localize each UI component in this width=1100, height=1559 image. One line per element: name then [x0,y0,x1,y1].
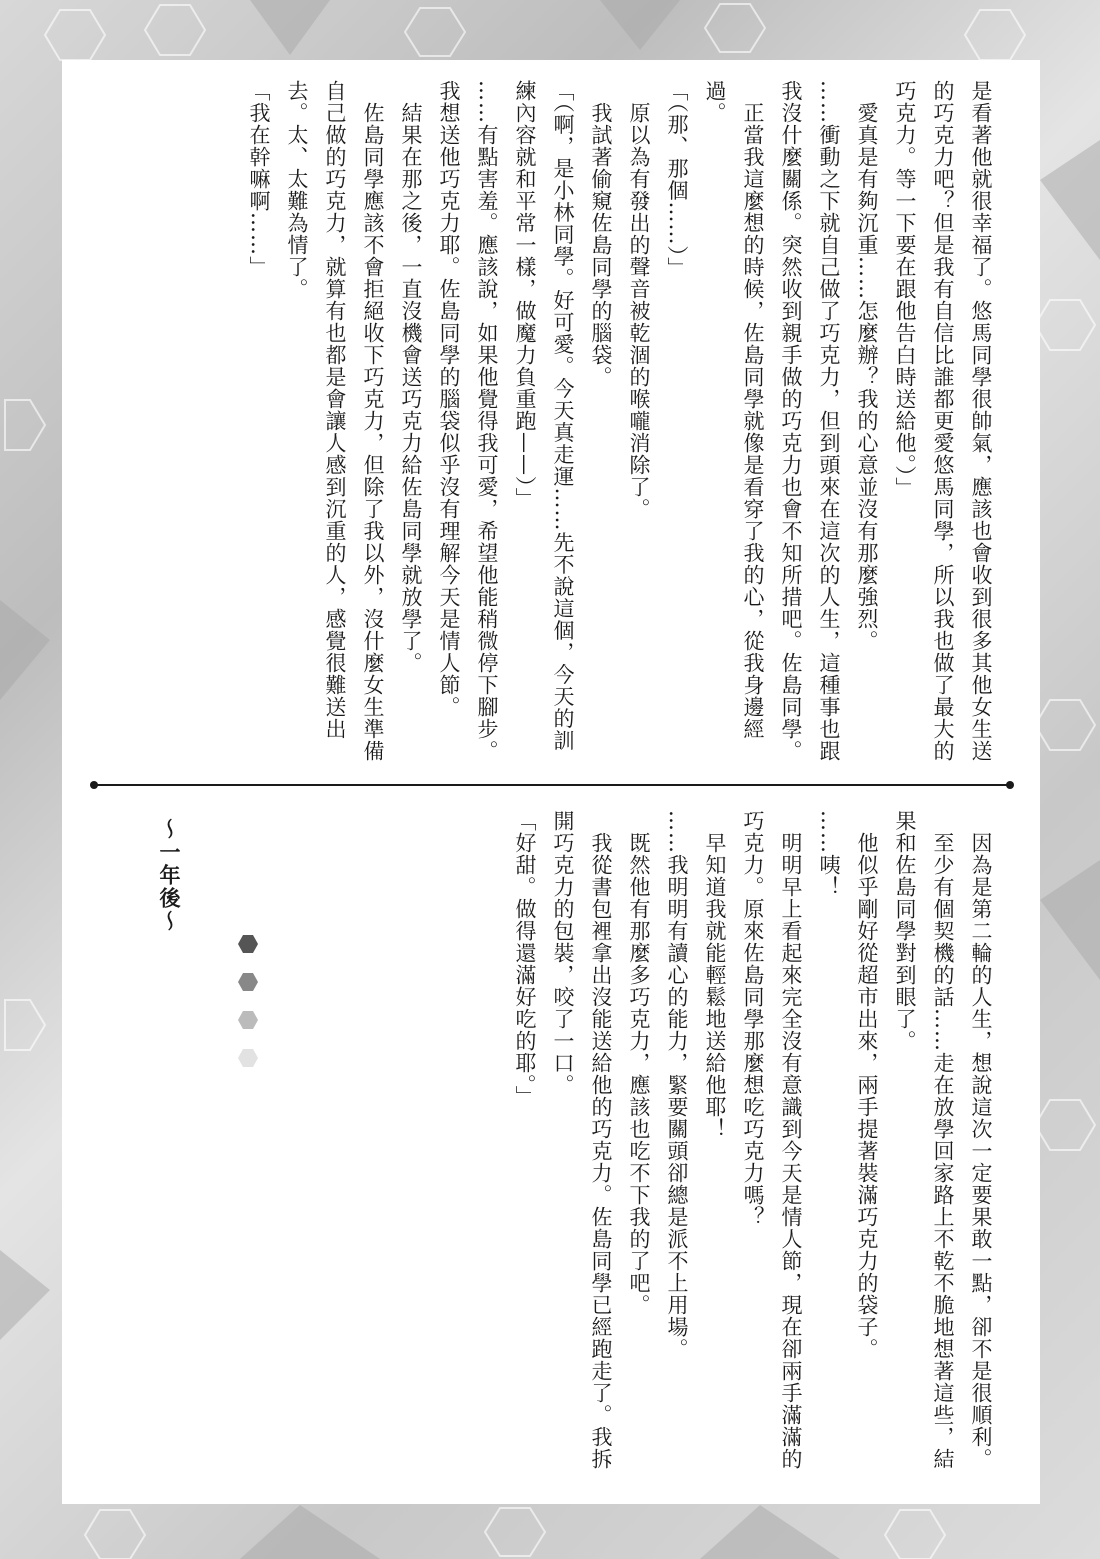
paragraph: 既然他有那麼多巧克力，應該也吃不下我的了吧。 [627,810,651,1316]
paragraph: 至少有個契機的話……走在放學回家路上不乾不脆地想著這些，結果和佐島同學對到眼了。 [893,810,955,1470]
paragraph: 因為是第二輪的人生，想說這次一定要果敢一點，卻不是很順利。 [969,810,993,1470]
hexagon-ornament [238,935,262,1087]
paragraph: 愛真是有夠沉重……怎麼辦？我的心意並沒有那麼強烈。 [855,80,879,652]
section-title: ～一年後～ [157,818,181,933]
paragraph: ……有點害羞。應該說，如果他覺得我可愛，希望他能稍微停下腳步。我想送他巧克力耶。佐島同學的腦袋似乎沒有理解今天是情人節。 [437,80,499,762]
dialogue-line: 「（啊，是小林同學。好可愛。今天真走運……先不說這個，今天的訓練內容就和平常一樣，做魔力負重跑——）」 [513,80,575,752]
dialogue-line: 「我在幹嘛啊……」 [247,80,271,278]
divider-dot [90,781,98,789]
hexagon-dot-icon [238,1049,258,1067]
paragraph: 我試著偷窺佐島同學的腦袋。 [589,80,613,388]
paragraph: 正當我這麼想的時候，佐島同學就像是看穿了我的心，從我身邊經過。 [703,80,765,740]
paragraph: 原以為有發出的聲音被乾涸的喉嚨消除了。 [627,80,651,520]
paragraph: ……我明明有讀心的能力，緊要關頭卻總是派不上用場。 [665,810,689,1360]
hexagon-dot-icon [238,973,258,991]
upper-text-section [140,80,1000,770]
paragraph: 他似乎剛好從超市出來，兩手提著裝滿巧克力的袋子。 [855,810,879,1360]
lower-text-section [140,810,1000,1490]
paragraph: 結果在那之後，一直沒機會送巧克力給佐島同學就放學了。 [399,80,423,674]
section-divider [94,784,1010,786]
hexagon-dot-icon [238,1011,258,1029]
paragraph: ……咦！ [817,810,841,898]
divider-dot [1006,781,1014,789]
dialogue-line: 「（那、那個……）」 [665,80,689,279]
paragraph: 早知道我就能輕鬆地送給他耶！ [703,810,727,1140]
hexagon-dot-icon [238,935,258,953]
paragraph: 明明早上看起來完全沒有意識到今天是情人節，現在卻兩手滿滿的巧克力。原來佐島同學那麼想吃巧克力嗎？ [741,810,803,1470]
paragraph: ……衝動之下就自己做了巧克力，但到頭來在這次的人生，這種事也跟我沒什麼關係。突然收到親手做的巧克力也會不知所措吧。佐島同學。 [779,80,841,762]
paragraph: 我從書包裡拿出沒能送給他的巧克力。佐島同學已經跑走了。我拆開巧克力的包裝，咬了一口。 [551,810,613,1470]
paragraph: 是看著他就很幸福了。悠馬同學很帥氣，應該也會收到很多其他女生送的巧克力吧？但是我有自信比誰都更愛悠馬同學，所以我也做了最大的巧克力。等一下要在跟他告白時送給他。）」 [893,80,993,762]
dialogue-line: 「好甜。做得還滿好吃的耶。」 [513,810,537,1108]
paragraph: 佐島同學應該不會拒絕收下巧克力，但除了我以外，沒什麼女生準備自己做的巧克力，就算有也都是會讓人感到沉重的人，感覺很難送出去。太、太難為情了。 [285,80,385,762]
text-page [62,60,1040,1504]
